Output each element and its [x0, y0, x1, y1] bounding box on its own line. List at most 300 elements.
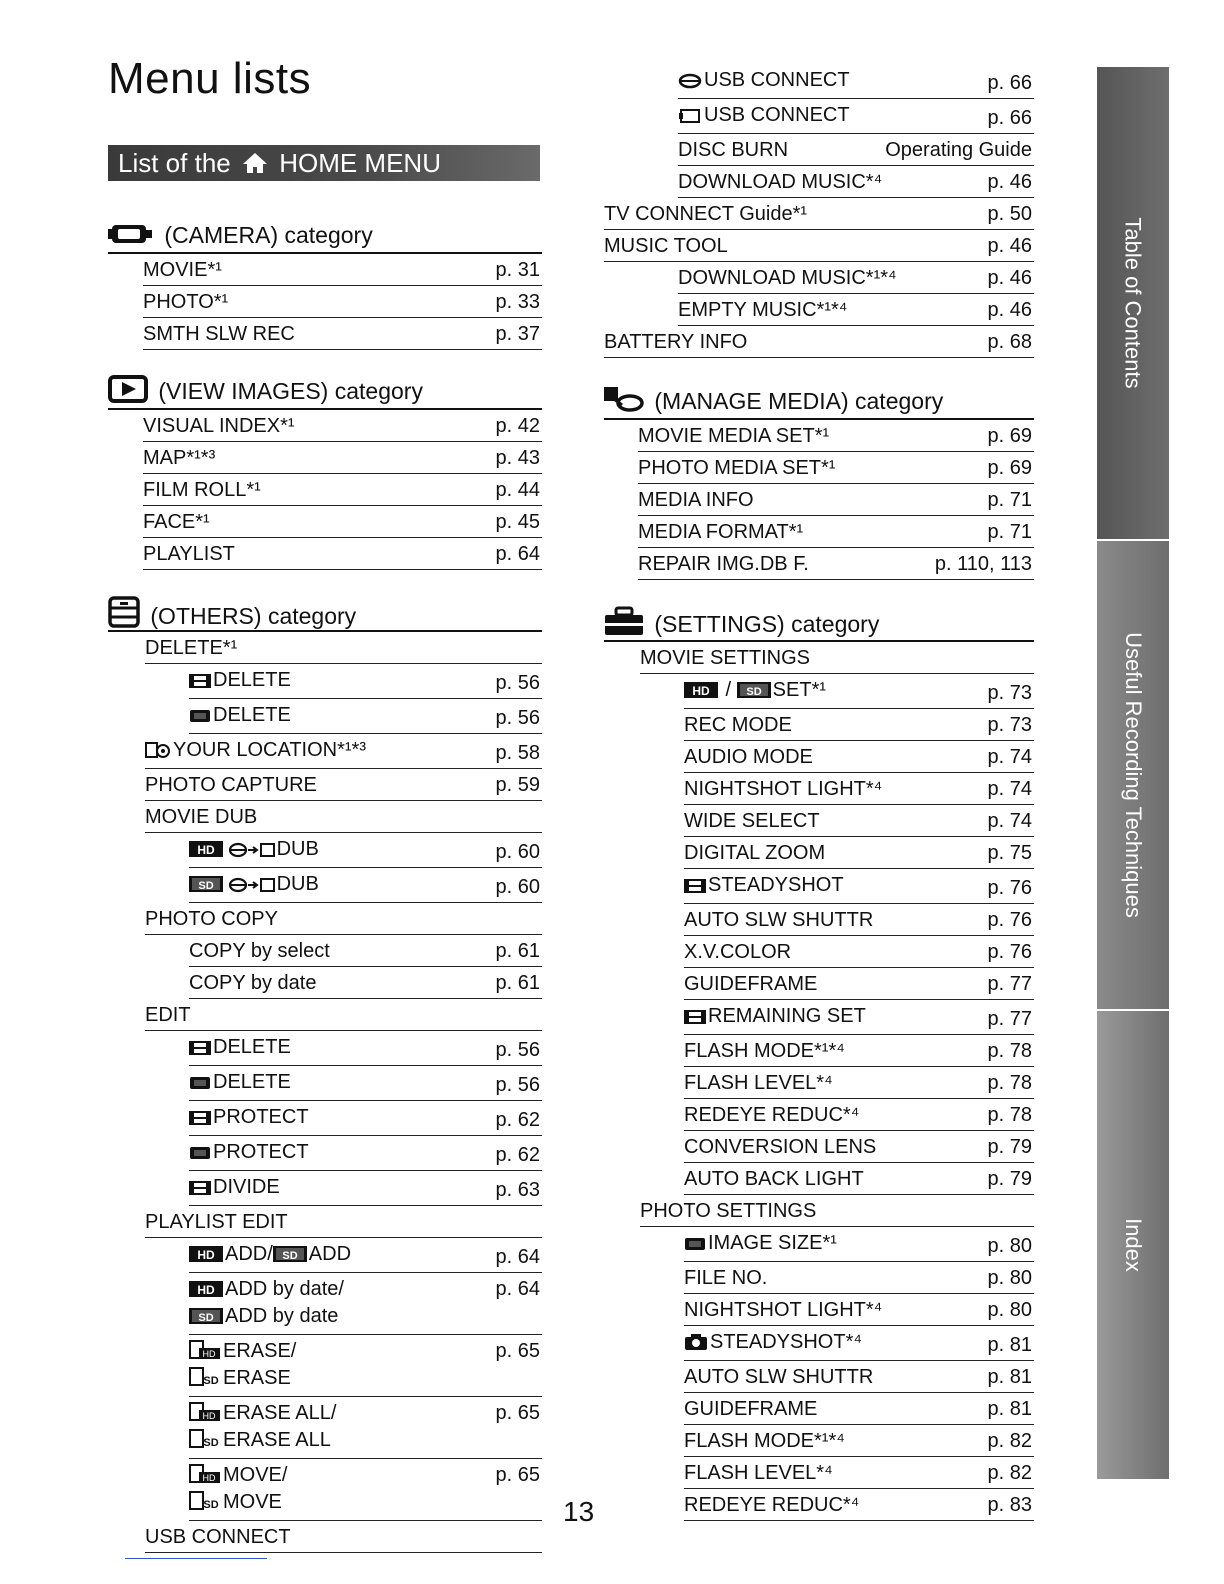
menu-item-text: DELETE [213, 1071, 291, 1093]
menu-row[interactable] [684, 968, 1034, 1000]
menu-item-text: DOWNLOAD MUSIC*⁴ [678, 171, 883, 193]
menu-item-label [145, 805, 257, 829]
page-reference: p. 33 [495, 291, 540, 313]
menu-item-text: REDEYE REDUC*⁴ [684, 1494, 860, 1516]
menu-row[interactable] [189, 833, 542, 868]
menu-item-text: PHOTO SETTINGS [640, 1200, 817, 1222]
page-reference: p. 71 [987, 489, 1032, 511]
svg-text:SD: SD [282, 1250, 298, 1262]
menu-row[interactable] [638, 548, 1034, 580]
settings-category-header [604, 606, 1034, 642]
menu-item-text: DELETE [213, 669, 291, 691]
tab-label: Useful Recording Techniques [1121, 632, 1147, 918]
settings-category-title: (SETTINGS) category [654, 611, 880, 637]
menu-item-label [145, 1525, 291, 1549]
menu-row[interactable] [604, 230, 1034, 262]
page-reference: p. 46 [987, 299, 1032, 321]
menu-item-label [640, 1199, 816, 1223]
svg-text:HD: HD [202, 1473, 216, 1483]
page-reference: p. 80 [987, 1267, 1032, 1289]
menu-row[interactable] [145, 1206, 542, 1238]
menu-item-text: ERASE ALL/ [223, 1402, 337, 1424]
tab-useful-recording-techniques[interactable] [1097, 541, 1169, 1009]
page-reference: p. 75 [987, 842, 1032, 864]
film-icon [189, 1108, 211, 1132]
menu-row[interactable] [684, 1425, 1034, 1457]
svg-text:SD: SD [198, 1312, 214, 1324]
menu-row[interactable] [638, 452, 1034, 484]
menu-row[interactable] [684, 741, 1034, 773]
menu-row[interactable] [145, 1521, 542, 1553]
tab-table-of-contents[interactable] [1097, 67, 1169, 539]
page-reference: p. 83 [987, 1494, 1032, 1516]
menu-row[interactable] [145, 769, 542, 801]
menu-row[interactable] [143, 410, 542, 442]
tab-label: Index [1120, 1218, 1146, 1272]
menu-row[interactable] [189, 1273, 542, 1335]
menu-item-text: WIDE SELECT [684, 810, 820, 832]
menu-item-label [684, 1071, 833, 1095]
menu-row[interactable] [640, 1195, 1034, 1227]
page-reference: p. 69 [987, 425, 1032, 447]
menu-row[interactable] [684, 1227, 1034, 1262]
disc-icon [678, 71, 702, 95]
svg-text:HD: HD [202, 1411, 216, 1421]
menu-item-text: DELETE [213, 1036, 291, 1058]
menu-item-label [684, 777, 882, 801]
manage-media-category-header [604, 384, 1034, 420]
menu-item-text: STEADYSHOT [708, 874, 844, 896]
page-reference: p. 62 [495, 1144, 540, 1166]
menu-item-text: DISC BURN [678, 139, 789, 161]
menu-item-text: DUB [276, 873, 319, 895]
menu-row[interactable] [684, 1361, 1034, 1393]
menu-item-label [684, 745, 813, 769]
page-reference: p. 58 [495, 742, 540, 764]
page-reference: p. 61 [495, 972, 540, 994]
menu-row[interactable] [143, 474, 542, 506]
page-reference: p. 81 [987, 1398, 1032, 1420]
ehd-icon [189, 1340, 221, 1366]
menu-row[interactable] [638, 484, 1034, 516]
menu-item-label [684, 1429, 845, 1453]
left-column [108, 218, 542, 1553]
page-reference: p. 74 [987, 778, 1032, 800]
menu-item-text: CONVERSION LENS [684, 1136, 877, 1158]
menu-row[interactable] [604, 326, 1034, 358]
page-reference: p. 45 [495, 511, 540, 533]
ehd-icon [189, 1464, 221, 1490]
menu-item-text: NIGHTSHOT LIGHT*⁴ [684, 778, 883, 800]
photo-icon [189, 1143, 211, 1167]
menu-item-text: DELETE [213, 704, 291, 726]
menu-item-label [189, 1339, 296, 1393]
page-reference: p. 31 [495, 259, 540, 281]
page-reference: p. 73 [987, 682, 1032, 704]
menu-row[interactable] [684, 674, 1034, 709]
menu-item-label [684, 1135, 876, 1159]
svg-text:SD: SD [746, 686, 762, 698]
menu-item-label [638, 456, 835, 480]
menu-item-label [143, 290, 228, 314]
menu-row[interactable] [684, 1035, 1034, 1067]
side-navigation [1097, 67, 1169, 1479]
page-reference: p. 73 [987, 714, 1032, 736]
page-reference: p. 77 [987, 1008, 1032, 1030]
page-reference: p. 81 [987, 1334, 1032, 1356]
menu-row[interactable] [684, 837, 1034, 869]
menu-row[interactable] [604, 198, 1034, 230]
hd-icon [189, 1280, 223, 1304]
menu-item-label [143, 446, 215, 470]
page-reference: Operating Guide [885, 139, 1032, 161]
svg-text:SD: SD [198, 880, 214, 892]
others-item-list [108, 632, 542, 1553]
menu-item-text: ERASE/ [223, 1340, 297, 1362]
menu-row[interactable] [189, 868, 542, 903]
view-images-category-title: (VIEW IMAGES) category [158, 378, 423, 404]
page-reference: p. 44 [495, 479, 540, 501]
menu-row[interactable] [684, 1067, 1034, 1099]
menu-item-text: COPY by select [189, 940, 330, 962]
menu-item-label [189, 668, 291, 695]
menu-item-label [684, 972, 817, 996]
manage-media-category-title: (MANAGE MEDIA) category [654, 388, 944, 414]
menu-row[interactable] [684, 869, 1034, 904]
page-reference: p. 60 [495, 841, 540, 863]
menu-item-text: DIVIDE [213, 1176, 280, 1198]
menu-item-text: FLASH MODE*¹*⁴ [684, 1430, 845, 1452]
menu-item-label [640, 646, 810, 670]
menu-item-text: AUTO BACK LIGHT [684, 1168, 864, 1190]
menu-item-label [189, 1175, 280, 1202]
view-images-category-header [108, 374, 542, 410]
menu-item-label [684, 1103, 859, 1127]
menu-row[interactable] [145, 632, 542, 664]
menu-item-label [143, 542, 235, 566]
view-images-icon [108, 375, 148, 403]
menu-item-text: GUIDEFRAME [684, 1398, 818, 1420]
menu-row[interactable] [684, 1457, 1034, 1489]
page-reference: p. 71 [987, 521, 1032, 543]
page-reference: p. 42 [495, 415, 540, 437]
menu-row[interactable] [189, 1136, 542, 1171]
gps-icon [145, 741, 171, 765]
menu-row[interactable] [684, 773, 1034, 805]
home-icon [242, 152, 268, 174]
menu-item-text: AUTO SLW SHUTTR [684, 1366, 874, 1388]
menu-row[interactable] [684, 1262, 1034, 1294]
menu-row[interactable] [189, 1335, 542, 1397]
page-reference: p. 74 [987, 746, 1032, 768]
menu-item-label [684, 713, 792, 737]
menu-item-label [143, 414, 295, 438]
menu-row[interactable] [684, 1000, 1034, 1035]
manage-media-icon [604, 385, 644, 413]
page-reference: p. 65 [495, 1402, 540, 1424]
menu-row[interactable] [145, 801, 542, 833]
page-reference: p. 77 [987, 973, 1032, 995]
tab-label: Table of Contents [1121, 217, 1147, 389]
menu-item-text: FLASH MODE*¹*⁴ [684, 1040, 845, 1062]
menu-row[interactable] [678, 134, 1034, 166]
menu-item-text: DELETE*¹ [145, 637, 238, 659]
menu-row[interactable] [143, 538, 542, 570]
menu-item-text: EMPTY MUSIC*¹*⁴ [678, 299, 848, 321]
hd-icon [684, 681, 718, 705]
menu-row[interactable] [684, 1393, 1034, 1425]
page-reference: p. 56 [495, 707, 540, 729]
menu-item-label [684, 1298, 882, 1322]
menu-row[interactable] [684, 1326, 1034, 1361]
home-banner-prefix: List of the [118, 148, 231, 178]
menu-item-text: NIGHTSHOT LIGHT*⁴ [684, 1299, 883, 1321]
camera-item-list [108, 254, 542, 350]
menu-item-text: ERASE [223, 1367, 291, 1389]
menu-row[interactable] [684, 805, 1034, 837]
menu-item-text: PROTECT [213, 1141, 309, 1163]
sd-dub-icon [189, 875, 275, 899]
menu-item-text: YOUR LOCATION*¹*³ [173, 739, 366, 761]
menu-item-text: REMAINING SET [708, 1005, 866, 1027]
menu-item-label [684, 908, 873, 932]
settings-item-list [604, 642, 1034, 1521]
hd-dub-icon [189, 840, 275, 864]
page-reference: p. 76 [987, 877, 1032, 899]
menu-item-text: REPAIR IMG.DB F. [638, 553, 809, 575]
menu-row[interactable] [684, 1131, 1034, 1163]
cam-icon [684, 1333, 708, 1357]
svg-text:HD: HD [202, 1349, 216, 1359]
menu-item-text: MOVE [223, 1491, 282, 1513]
page-title: Menu lists [108, 54, 312, 103]
menu-item-label [189, 1463, 287, 1517]
film-icon [684, 1007, 706, 1031]
menu-item-label [143, 322, 295, 346]
menu-row[interactable] [145, 903, 542, 935]
menu-row[interactable] [189, 1397, 542, 1459]
others-category-header [108, 596, 542, 632]
page-reference: p. 79 [987, 1136, 1032, 1158]
menu-item-text: PHOTO CAPTURE [145, 774, 317, 796]
page-reference: p. 82 [987, 1462, 1032, 1484]
menu-item-text: AUTO SLW SHUTTR [684, 909, 874, 931]
menu-item-label [638, 552, 809, 576]
menu-item-label [684, 841, 825, 865]
menu-item-text: USB CONNECT [145, 1526, 291, 1548]
menu-item-label [145, 773, 317, 797]
menu-item-label [604, 330, 747, 354]
footer-rule [125, 1558, 267, 1559]
menu-row[interactable] [638, 516, 1034, 548]
menu-item-label [189, 1035, 291, 1062]
page-reference: p. 61 [495, 940, 540, 962]
menu-item-label [145, 738, 366, 765]
menu-row[interactable] [684, 1294, 1034, 1326]
menu-item-text: USB CONNECT [704, 69, 850, 91]
page-reference: p. 66 [987, 72, 1032, 94]
menu-row[interactable] [189, 1031, 542, 1066]
menu-row[interactable] [143, 254, 542, 286]
menu-item-text: DIGITAL ZOOM [684, 842, 826, 864]
esd-icon [189, 1491, 221, 1517]
menu-item-label [143, 258, 222, 282]
page-reference: p. 66 [987, 107, 1032, 129]
menu-row[interactable] [678, 166, 1034, 198]
menu-row[interactable] [145, 999, 542, 1031]
page-reference: p. 65 [495, 1464, 540, 1486]
menu-item-label [189, 1140, 309, 1167]
svg-text:HD: HD [197, 843, 215, 857]
menu-item-label [678, 170, 882, 194]
menu-item-label [684, 1231, 837, 1258]
settings-toolbox-icon [604, 606, 644, 636]
svg-text:HD: HD [197, 1283, 215, 1297]
menu-item-label [678, 266, 897, 290]
page-reference: p. 43 [495, 447, 540, 469]
menu-row[interactable] [678, 64, 1034, 99]
camera-icon [108, 221, 154, 247]
home-banner-suffix: HOME MENU [279, 148, 441, 178]
page-reference: p. 68 [987, 331, 1032, 353]
page-reference: p. 50 [987, 203, 1032, 225]
page-reference: p. 46 [987, 267, 1032, 289]
page-reference: p. 69 [987, 457, 1032, 479]
menu-row[interactable] [640, 642, 1034, 674]
menu-item-label [638, 520, 803, 544]
menu-row[interactable] [678, 262, 1034, 294]
menu-item-text: MOVIE SETTINGS [640, 647, 811, 669]
page-reference: p. 81 [987, 1366, 1032, 1388]
menu-item-label [678, 298, 847, 322]
page-reference: p. 56 [495, 1039, 540, 1061]
menu-item-label [684, 1493, 859, 1517]
menu-item-text: COPY by date [189, 972, 317, 994]
menu-item-text: USB CONNECT [704, 104, 850, 126]
menu-item-label [604, 234, 728, 258]
menu-row[interactable] [143, 286, 542, 318]
menu-row[interactable] [189, 1171, 542, 1206]
menu-item-text: FACE*¹ [143, 511, 210, 533]
page-reference: p. 76 [987, 941, 1032, 963]
menu-item-label [684, 1004, 866, 1031]
menu-item-label [189, 1242, 351, 1269]
tab-index[interactable] [1097, 1011, 1169, 1479]
menu-item-label [684, 1461, 833, 1485]
menu-item-text: ERASE ALL [223, 1429, 331, 1451]
menu-row[interactable] [189, 1101, 542, 1136]
menu-item-label [678, 103, 850, 130]
menu-item-label [684, 678, 826, 705]
menu-item-text: REC MODE [684, 714, 792, 736]
page-reference: p. 78 [987, 1040, 1032, 1062]
menu-item-text: STEADYSHOT*⁴ [710, 1331, 862, 1353]
menu-row[interactable] [189, 967, 542, 999]
menu-row[interactable] [189, 1238, 542, 1273]
menu-row[interactable] [684, 904, 1034, 936]
film-icon [684, 876, 706, 900]
menu-item-text: FILM ROLL*¹ [143, 479, 261, 501]
menu-row[interactable] [143, 442, 542, 474]
page-number: 13 [563, 1496, 595, 1527]
menu-row[interactable] [678, 99, 1034, 134]
menu-item-text: ADD by date [225, 1305, 339, 1327]
photo-icon [189, 1073, 211, 1097]
menu-row[interactable] [684, 1489, 1034, 1521]
menu-row[interactable] [638, 420, 1034, 452]
menu-item-text: FLASH LEVEL*⁴ [684, 1462, 833, 1484]
card-icon [678, 106, 702, 130]
svg-text:SD: SD [203, 1499, 219, 1511]
menu-item-label [189, 1277, 344, 1331]
svg-text:SD: SD [203, 1437, 219, 1449]
menu-item-label [143, 510, 210, 534]
menu-item-label [678, 68, 850, 95]
page-reference: p. 46 [987, 171, 1032, 193]
menu-item-text: PHOTO MEDIA SET*¹ [638, 457, 836, 479]
menu-item-label [684, 940, 791, 964]
esd-icon [189, 1367, 221, 1393]
ehd-icon [189, 1402, 221, 1428]
others-icon [108, 596, 140, 628]
page-reference: p. 76 [987, 909, 1032, 931]
sd-icon [189, 1307, 223, 1331]
menu-row[interactable] [143, 318, 542, 350]
menu-item-label [684, 1365, 873, 1389]
separator: / [720, 679, 737, 701]
menu-item-label [604, 202, 807, 226]
camera-category-title: (CAMERA) category [164, 222, 373, 248]
menu-item-label [189, 703, 291, 730]
menu-item-label [145, 907, 278, 931]
menu-item-text: DOWNLOAD MUSIC*¹*⁴ [678, 267, 897, 289]
menu-item-text: IMAGE SIZE*¹ [708, 1232, 837, 1254]
menu-item-text: MOVE/ [223, 1464, 288, 1486]
menu-item-label [684, 1167, 864, 1191]
menu-row[interactable] [684, 936, 1034, 968]
menu-item-text: MEDIA INFO [638, 489, 754, 511]
menu-row[interactable] [145, 734, 542, 769]
menu-item-label [145, 636, 237, 660]
menu-row[interactable] [684, 1163, 1034, 1195]
menu-item-text: ADD by date/ [225, 1278, 344, 1300]
menu-item-text: SET*¹ [772, 679, 827, 701]
menu-item-label [189, 939, 330, 963]
page-reference: p. 64 [495, 543, 540, 565]
menu-item-label [189, 1401, 336, 1455]
photo-icon [684, 1234, 706, 1258]
menu-item-text: MEDIA FORMAT*¹ [638, 521, 804, 543]
menu-item-text: FLASH LEVEL*⁴ [684, 1072, 833, 1094]
menu-item-label [143, 478, 261, 502]
menu-row[interactable] [189, 1459, 542, 1521]
page-reference: p. 59 [495, 774, 540, 796]
menu-row[interactable] [189, 699, 542, 734]
menu-row[interactable] [684, 1099, 1034, 1131]
page-reference: p. 56 [495, 672, 540, 694]
menu-row[interactable] [189, 664, 542, 699]
menu-row[interactable] [678, 294, 1034, 326]
page-reference: p. 46 [987, 235, 1032, 257]
page-reference: p. 110, 113 [934, 553, 1032, 575]
menu-item-text: PLAYLIST EDIT [145, 1211, 288, 1233]
menu-row[interactable] [684, 709, 1034, 741]
film-icon [189, 671, 211, 695]
menu-row[interactable] [143, 506, 542, 538]
menu-row[interactable] [189, 935, 542, 967]
page-reference: p. 65 [495, 1340, 540, 1362]
menu-row[interactable] [189, 1066, 542, 1101]
